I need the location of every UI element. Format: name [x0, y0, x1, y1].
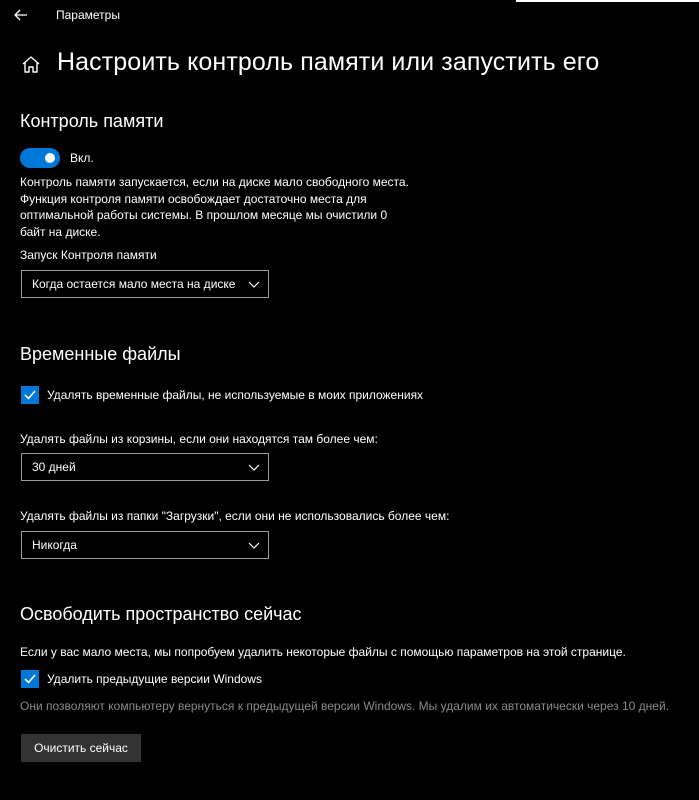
chevron-down-icon [248, 540, 260, 550]
previous-windows-note: Они позволяют компьютеру вернуться к предыдущей версии Windows. Мы удалим их автоматически через 10 дней. [20, 699, 669, 713]
window-top-edge [516, 0, 699, 2]
page-title: Настроить контроль памяти или запустить его [57, 48, 600, 76]
clean-now-button[interactable]: Очистить сейчас [21, 734, 141, 762]
back-arrow-icon [14, 9, 28, 21]
free-space-heading: Освободить пространство сейчас [20, 604, 302, 624]
toggle-knob [45, 153, 55, 163]
checkmark-icon [23, 388, 37, 402]
chevron-down-icon [248, 462, 260, 472]
storage-sense-heading: Контроль памяти [20, 111, 164, 131]
dropdown-value: Никогда [32, 538, 77, 552]
description-line: байт на диске. [20, 224, 101, 239]
description-line: оптимальной работы системы. В прошлом месяце мы очистили 0 [20, 208, 388, 222]
back-button[interactable] [10, 4, 32, 26]
free-space-description: Если у вас мало места, мы попробуем удалить некоторые файлы с помощью параметров на этой странице. [20, 645, 626, 659]
description-line: Контроль памяти запускается, если на диске мало свободного места. [20, 175, 409, 189]
dropdown-value: Когда остается мало места на диске [32, 277, 236, 291]
delete-previous-windows-checkbox[interactable] [21, 670, 39, 688]
app-title: Параметры [56, 8, 120, 22]
temp-files-heading: Временные файлы [20, 344, 181, 364]
delete-temp-files-label[interactable]: Удалять временные файлы, не используемые в моих приложениях [47, 388, 424, 402]
home-icon[interactable] [20, 54, 42, 76]
chevron-down-icon [248, 279, 260, 289]
storage-sense-description [20, 174, 430, 240]
run-storage-sense-dropdown[interactable] [21, 270, 269, 298]
storage-sense-toggle[interactable] [20, 148, 60, 168]
recycle-bin-dropdown[interactable] [21, 453, 269, 481]
delete-temp-files-checkbox[interactable] [21, 386, 39, 404]
description-line: Функция контроля памяти освобождает достаточно места для [20, 191, 367, 206]
checkmark-icon [23, 672, 37, 686]
downloads-label: Удалять файлы из папки "Загрузки", если они не использовались более чем: [20, 509, 450, 523]
recycle-bin-label: Удалять файлы из корзины, если они находятся там более чем: [20, 432, 378, 446]
dropdown-value: 30 дней [32, 460, 76, 474]
run-storage-sense-label: Запуск Контроля памяти [20, 248, 157, 262]
delete-previous-windows-label[interactable]: Удалить предыдущие версии Windows [47, 672, 262, 686]
downloads-dropdown[interactable] [21, 531, 269, 559]
toggle-state-label: Вкл. [70, 151, 94, 165]
